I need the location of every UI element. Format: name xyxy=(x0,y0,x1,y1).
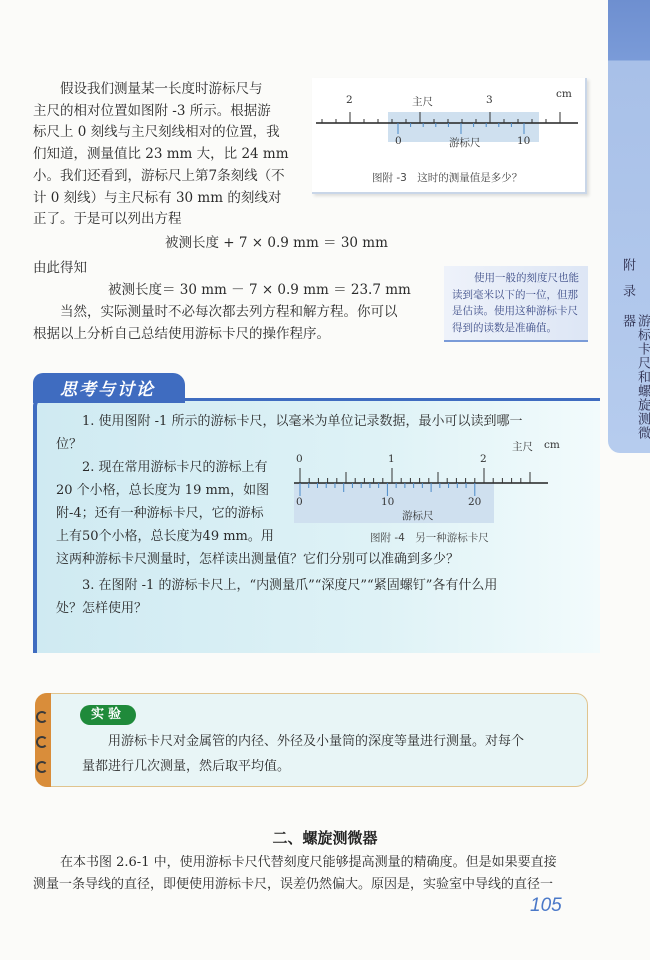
q3-line: 处？怎样使用？ xyxy=(56,601,148,616)
sidenote-line: 读到毫米以下的一位，但那 xyxy=(452,288,578,301)
equation-1: 被测长度 + 7 × 0.9 mm ＝ 30 mm xyxy=(165,235,388,251)
main-scale-title-4: 主尺 xyxy=(512,441,533,453)
chapter-side-tab xyxy=(608,0,650,453)
deduce-text: 由此得知 xyxy=(33,260,87,276)
side-tab-label-1: 附 xyxy=(620,258,635,272)
unit-label: cm xyxy=(556,88,572,100)
section-title: 二、螺旋测微器 xyxy=(272,829,378,847)
q3-line: 3. 在图附 -1 的游标卡尺上，“内测量爪”“深度尺”“紧固螺钉”各有什么用 xyxy=(82,578,498,593)
intro-line: 计 0 刻线）与主尺标有 30 mm 的刻线对 xyxy=(33,189,282,206)
section-2-line: 在本书图 2.6-1 中，使用游标卡尺代替刻度尺能够提高测量的精确度。但是如果要直接 xyxy=(60,855,557,870)
sidenote-line: 得到的读数是准确值。 xyxy=(452,321,557,334)
figure-3-vernier-diagram xyxy=(312,78,587,194)
main-scale-label-3: 3 xyxy=(486,94,493,106)
vernier-scale-svg-4 xyxy=(286,438,586,528)
q2-line: 上有50个小格，总长度为49 mm。用 xyxy=(56,529,274,544)
binder-ring-icon xyxy=(36,711,48,723)
main-scale-label-2: 2 xyxy=(346,94,353,106)
binder-ring-icon xyxy=(36,761,48,773)
unit-label-4: cm xyxy=(544,439,560,451)
equation-2: 被测长度＝ 30 mm － 7 × 0.9 mm ＝ 23.7 mm xyxy=(108,282,411,298)
sidenote-box xyxy=(444,266,588,342)
page-number: 105 xyxy=(530,895,562,916)
figure-4-vernier-diagram xyxy=(286,438,586,548)
experiment-line: 量都进行几次测量，然后取平均值。 xyxy=(82,759,291,774)
q1-line: 位？ xyxy=(56,437,83,452)
q1-line: 1. 使用图附 -1 所示的游标卡尺，以毫米为单位记录数据，最小可以读到哪一 xyxy=(82,414,523,429)
main-tick-1: 1 xyxy=(388,453,395,465)
vernier-title-4: 游标尺 xyxy=(402,510,434,522)
discussion-title: 思考与讨论 xyxy=(60,380,155,400)
intro-line: 标尺上 0 刻线与主尺刻线相对的位置，我 xyxy=(33,124,280,141)
experiment-badge: 实验 xyxy=(80,705,136,725)
figure-3-caption: 图附 -3 这时的测量值是多少？ xyxy=(372,172,523,184)
intro-line: 小。我们还看到，游标尺上第7条刻线（不 xyxy=(33,167,285,184)
para2-line: 根据以上分析自己总结使用游标卡尺的操作程序。 xyxy=(33,325,330,342)
intro-line: 正了。于是可以列出方程 xyxy=(33,211,182,228)
para2-line: 当然，实际测量时不必每次都去列方程和解方程。你可以 xyxy=(60,304,398,320)
intro-paragraph-2 xyxy=(33,302,433,345)
side-tab-label-3: 游标卡尺和螺旋测微器 xyxy=(620,314,650,440)
intro-line: 主尺的相对位置如图附 -3 所示。根据游 xyxy=(33,102,271,119)
experiment-line: 用游标卡尺对金属管的内径、外径及小量筒的深度等量进行测量。对每个 xyxy=(108,734,525,749)
vernier-label-0: 0 xyxy=(395,135,402,147)
main-scale-title: 主尺 xyxy=(412,96,433,108)
sidenote-line: 使用一般的刻度尺也能 xyxy=(474,272,579,284)
vernier-label-10: 10 xyxy=(517,135,531,147)
question-2 xyxy=(56,456,292,548)
vernier-tick-10: 10 xyxy=(381,496,395,508)
figure-4-caption: 图附 -4 另一种游标卡尺 xyxy=(370,532,489,544)
vernier-tick-0: 0 xyxy=(296,496,303,508)
intro-line: 假设我们测量某一长度时游标尺与 xyxy=(60,81,263,97)
main-tick-2: 2 xyxy=(480,453,487,465)
q2-line: 20 个小格，总长度为 19 mm，如图 xyxy=(56,483,270,498)
vernier-title: 游标尺 xyxy=(449,137,481,149)
q2-line: 附-4；还有一种游标卡尺，它的游标 xyxy=(56,506,264,521)
main-tick-0: 0 xyxy=(296,453,303,465)
experiment-text xyxy=(82,729,582,779)
question-3 xyxy=(56,574,596,620)
sidenote-line: 是估读。使用这种游标卡尺 xyxy=(452,305,578,317)
vernier-scale-svg xyxy=(312,78,587,163)
section-2-paragraph xyxy=(33,852,603,895)
binder-ring-icon xyxy=(36,736,48,748)
intro-paragraph xyxy=(33,79,313,231)
intro-line: 们知道，测量值比 23 mm 大，比 24 mm xyxy=(33,146,289,163)
vernier-tick-20: 20 xyxy=(468,496,482,508)
q2-line: 2. 现在常用游标卡尺的游标上有 xyxy=(82,460,268,475)
side-tab-label-2: 录 xyxy=(620,284,635,298)
question-2-cont: 这两种游标卡尺测量时，怎样读出测量值？它们分别可以准确到多少？ xyxy=(56,552,460,567)
section-2-line: 测量一条导线的直径，即便使用游标卡尺，误差仍然偏大。原因是，实验室中导线的直径一 xyxy=(33,876,554,892)
